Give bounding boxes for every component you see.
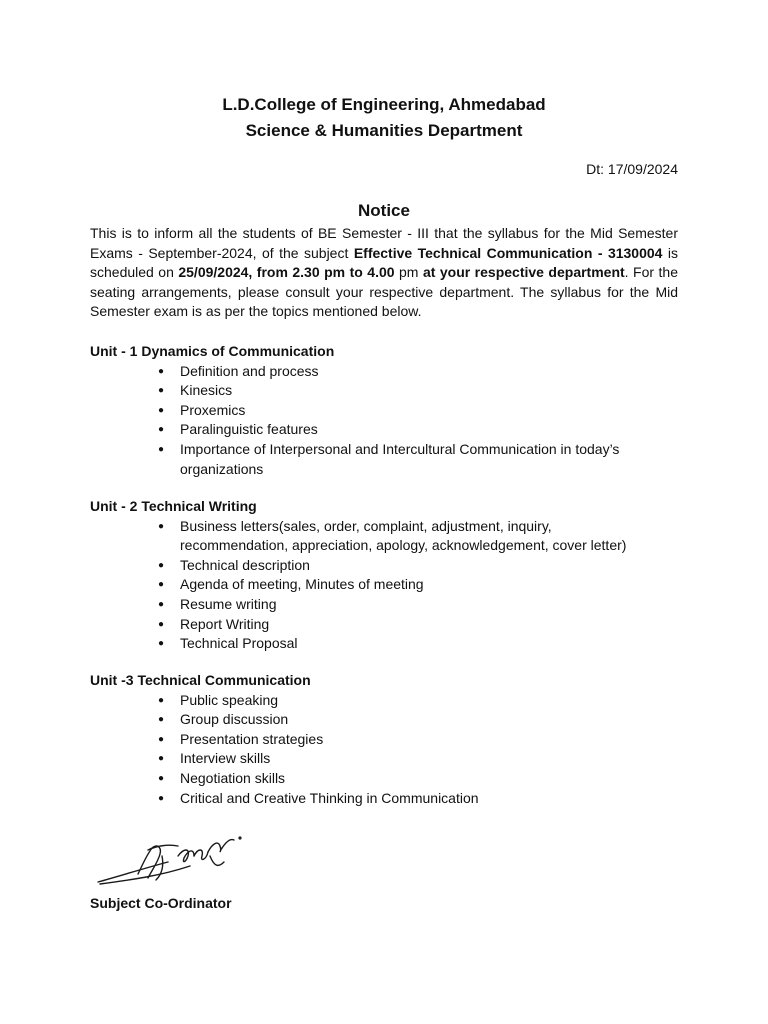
topic-text: Public speaking — [180, 691, 279, 708]
bullet-icon: ● — [158, 772, 165, 784]
paragraph-text-1: This is to inform all the students of BE Semester - III that the syllabus for the Mid Semester Exams - September-2024, of the subject — [90, 225, 678, 261]
list-item — [158, 440, 678, 479]
bullet-icon: ● — [158, 404, 165, 416]
topic-text: Critical and Creative Thinking in Communication — [180, 789, 479, 806]
list-item — [158, 769, 678, 789]
topic-text: Technical description — [180, 556, 310, 573]
topic-text: Report Writing — [180, 615, 270, 632]
bullet-icon: ● — [158, 694, 165, 706]
topic-text: Technical Proposal — [180, 635, 298, 652]
topic-text: Definition and process — [180, 362, 319, 379]
bullet-icon: ● — [158, 424, 165, 436]
bullet-icon: ● — [158, 443, 165, 455]
topic-text: Negotiation skills — [180, 769, 286, 786]
bullet-icon: ● — [158, 598, 165, 610]
exam-schedule: 25/09/2024, from 2.30 pm to 4.00 — [178, 264, 395, 281]
topic-list — [90, 517, 678, 654]
notice-title: Notice — [358, 201, 410, 220]
bullet-icon: ● — [158, 559, 165, 571]
list-item — [158, 401, 678, 421]
unit-section — [90, 497, 678, 654]
unit-section — [90, 671, 678, 808]
notice-paragraph — [90, 224, 678, 322]
list-item — [158, 517, 678, 556]
list-item — [158, 710, 678, 730]
list-item — [158, 615, 678, 635]
subject-coordinator-label: Subject Co-Ordinator — [90, 895, 232, 911]
college-name: L.D.College of Engineering, Ahmedabad — [222, 95, 546, 114]
bullet-icon: ● — [158, 638, 165, 650]
list-item — [158, 575, 678, 595]
unit-title: Unit -3 Technical Communication — [90, 672, 311, 688]
list-item — [158, 362, 678, 382]
unit-title: Unit - 1 Dynamics of Communication — [90, 343, 335, 359]
topic-text: Proxemics — [180, 401, 246, 418]
list-item — [158, 556, 678, 576]
topic-text: Interview skills — [180, 750, 271, 767]
document-header — [90, 92, 678, 144]
paragraph-text-4: . For the seating arrangements, please consult your respective department. The syllabus for the Mid Semester exam is as per the topics mentioned below. — [90, 264, 678, 320]
subject-name: Effective Technical Communication - 3130004 — [353, 244, 663, 261]
list-item — [158, 789, 678, 809]
list-item — [158, 420, 678, 440]
list-item — [158, 381, 678, 401]
topic-text: Paralinguistic features — [180, 421, 318, 438]
bullet-icon: ● — [158, 618, 165, 630]
list-item — [158, 634, 678, 654]
list-item — [158, 595, 678, 615]
notice-date: Dt: 17/09/2024 — [586, 161, 678, 177]
topic-text: Presentation strategies — [180, 730, 324, 747]
topic-text: Importance of Interpersonal and Intercultural Communication in today’s organizations — [180, 440, 620, 477]
bullet-icon: ● — [158, 365, 165, 377]
topic-text: Resume writing — [180, 595, 277, 612]
bullet-icon: ● — [158, 753, 165, 765]
signature-icon — [90, 826, 260, 894]
bullet-icon: ● — [158, 579, 165, 591]
list-item — [158, 730, 678, 750]
paragraph-text-2: is scheduled on — [90, 244, 679, 281]
exam-location: at your respective department — [422, 264, 625, 281]
topic-text: Agenda of meeting, Minutes of meeting — [180, 576, 424, 593]
topic-text: Business letters(sales, order, complaint, adjustment, inquiry, recommendation, appreciation, apology, acknowledgement, cover letter) — [180, 517, 627, 554]
topic-text: Group discussion — [180, 711, 289, 728]
paragraph-text-3: pm — [394, 264, 423, 281]
unit-title: Unit - 2 Technical Writing — [90, 498, 257, 514]
bullet-icon: ● — [158, 733, 165, 745]
bullet-icon: ● — [158, 792, 165, 804]
topic-list — [90, 362, 678, 480]
bullet-icon: ● — [158, 520, 165, 532]
list-item — [158, 691, 678, 711]
department-name: Science & Humanities Department — [245, 121, 523, 140]
topic-text: Kinesics — [180, 382, 233, 399]
bullet-icon: ● — [158, 385, 165, 397]
bullet-icon: ● — [158, 714, 165, 726]
unit-section — [90, 342, 678, 479]
list-item — [158, 749, 678, 769]
topic-list — [90, 691, 678, 809]
